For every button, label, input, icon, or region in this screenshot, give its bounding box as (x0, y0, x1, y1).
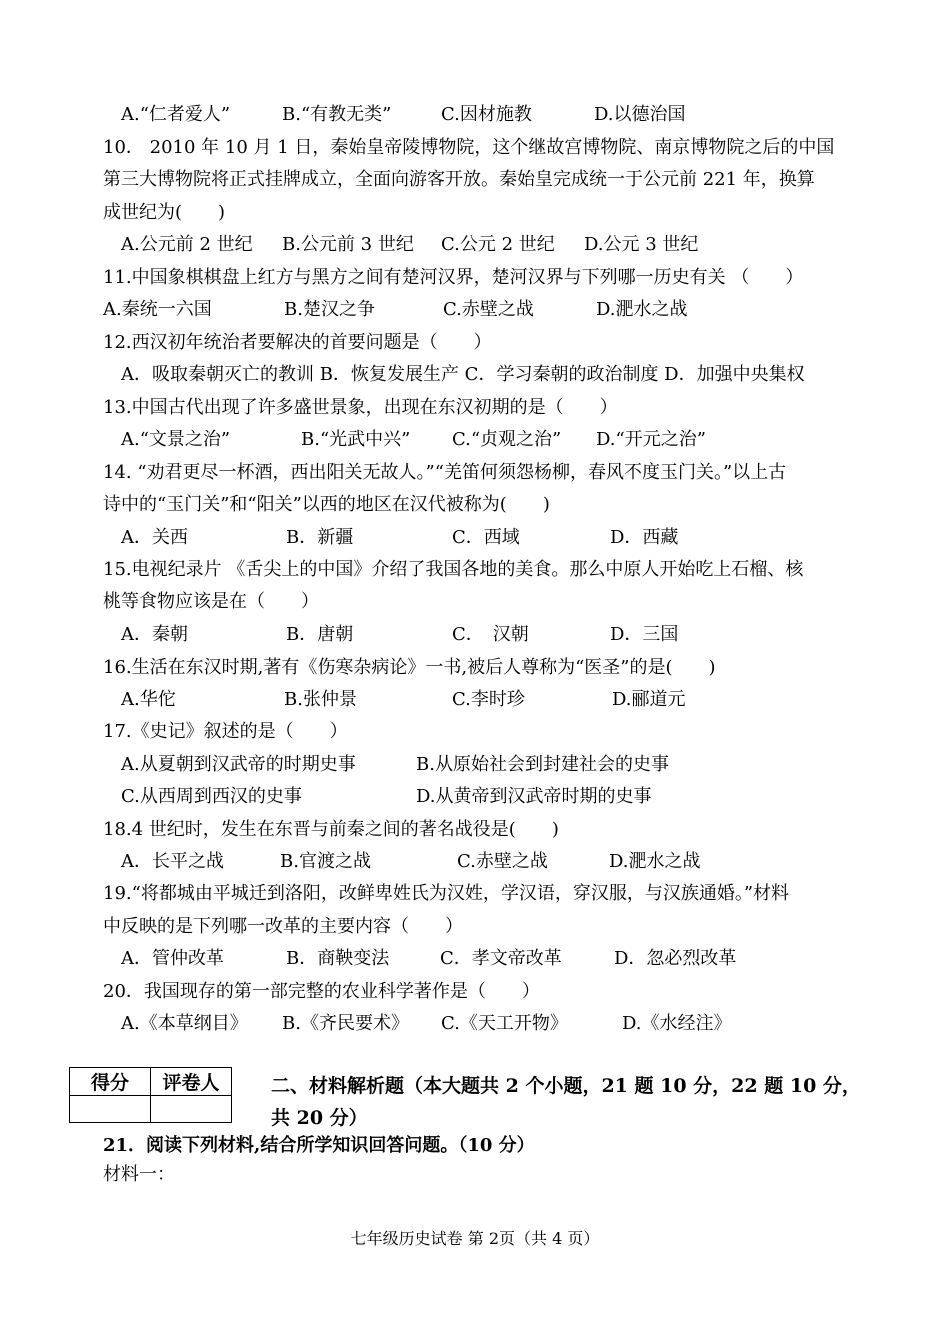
q15-option-d: D．三国 (610, 624, 679, 645)
q17-option-b: B.从原始社会到封建社会的史事 (416, 754, 669, 775)
score-cell[interactable] (70, 1096, 151, 1123)
q15-option-c: C． 汉朝 (452, 624, 529, 645)
page-footer: 七年级历史试卷 第 2页（共 4 页） (350, 1229, 600, 1248)
q10-option-b: B.公元前 3 世纪 (282, 234, 414, 255)
q21-material1-label: 材料一： (103, 1164, 175, 1185)
q10-stem-line3: 成世纪为( ) (103, 202, 226, 223)
q13-option-a: A.“文景之治” (121, 429, 231, 450)
q9-option-c: C.因材施教 (441, 104, 532, 125)
q17-stem: 17.《史记》叙述的是（ ） (103, 721, 348, 742)
q14-stem-line2: 诗中的“玉门关”和“阳关”以西的地区在汉代被称为( ) (103, 494, 550, 515)
q11-option-c: C.赤壁之战 (443, 299, 534, 320)
q12-stem: 12.西汉初年统治者要解决的首要问题是（ ） (103, 332, 492, 353)
q19-option-b: B．商鞅变法 (286, 948, 390, 969)
q15-option-b: B．唐朝 (286, 624, 354, 645)
q9-option-b: B.“有教无类” (282, 104, 392, 125)
q17-option-c: C.从西周到西汉的史事 (121, 786, 302, 807)
q13-option-d: D.“开元之治” (596, 429, 706, 450)
q18-option-c: C.赤壁之战 (457, 851, 548, 872)
q15-stem-line2: 桃等食物应该是在（ ） (103, 591, 319, 612)
q15-stem-line1: 15.电视纪录片 《舌尖上的中国》介绍了我国各地的美食。那么中原人开始吃上石榴、核 (103, 559, 804, 580)
score-table (69, 1067, 232, 1123)
grader-header: 评卷人 (151, 1068, 232, 1096)
q21-stem: 21．阅读下列材料,结合所学知识回答问题。（10 分） (103, 1135, 535, 1156)
q20-option-a: A.《本草纲目》 (121, 1013, 248, 1034)
q18-stem: 18.4 世纪时，发生在东晋与前秦之间的著名战役是( ) (103, 819, 559, 840)
q18-option-a: A．长平之战 (121, 851, 224, 872)
q12-options: A．吸取秦朝灭亡的教训 B．恢复发展生产 C．学习秦朝的政治制度 D．加强中央集权 (121, 364, 805, 385)
q10-stem-line2: 第三大博物院将正式挂牌成立，全面向游客开放。秦始皇完成统一于公元前 221 年，换算 (103, 169, 815, 190)
q11-option-a: A.秦统一六国 (103, 299, 212, 320)
q16-option-b: B.张仲景 (284, 689, 357, 710)
q16-option-d: D.郦道元 (612, 689, 686, 710)
q10-option-c: C.公元 2 世纪 (441, 234, 555, 255)
q16-option-a: A.华佗 (121, 689, 176, 710)
q16-stem: 16.生活在东汉时期,著有《伤寒杂病论》一书,被后人尊称为“医圣”的是( ) (103, 657, 716, 678)
q17-option-d: D.从黄帝到汉武帝时期的史事 (416, 786, 652, 807)
q20-stem: 20．我国现存的第一部完整的农业科学著作是（ ） (103, 981, 540, 1002)
q14-stem-line1: 14. “劝君更尽一杯酒，西出阳关无故人。”“羌笛何须怨杨柳，春风不度玉门关。”以上古 (103, 462, 787, 483)
score-header: 得分 (70, 1068, 151, 1096)
q19-option-d: D．忽必烈改革 (614, 948, 737, 969)
q14-option-b: B．新疆 (286, 527, 354, 548)
q11-stem: 11.中国象棋棋盘上红方与黑方之间有楚河汉界，楚河汉界与下列哪一历史有关 （ ） (103, 267, 804, 288)
q14-option-a: A．关西 (121, 527, 188, 548)
q10-option-d: D.公元 3 世纪 (584, 234, 699, 255)
q19-stem-line1: 19.“将都城由平城迁到洛阳，改鲜卑姓氏为汉姓，学汉语，穿汉服，与汉族通婚。”材料 (103, 883, 790, 904)
q17-option-a: A.从夏朝到汉武帝的时期史事 (121, 754, 356, 775)
section2-title-line2: 共 20 分） (271, 1107, 368, 1129)
q10-stem-line1: 10． 2010 年 10 月 1 日，秦始皇帝陵博物院，这个继故宫博物院、南京博物院之后的中国 (103, 137, 835, 158)
q13-option-b: B.“光武中兴” (301, 429, 411, 450)
q16-option-c: C.李时珍 (452, 689, 525, 710)
q13-stem: 13.中国古代出现了许多盛世景象，出现在东汉初期的是（ ） (103, 397, 618, 418)
q9-option-d: D.以德治国 (594, 104, 686, 125)
q15-option-a: A．秦朝 (121, 624, 188, 645)
q20-option-d: D.《水经注》 (622, 1013, 732, 1034)
q11-option-d: D.淝水之战 (596, 299, 688, 320)
q19-option-a: A．管仲改革 (121, 948, 224, 969)
q10-option-a: A.公元前 2 世纪 (121, 234, 253, 255)
q18-option-d: D.淝水之战 (609, 851, 701, 872)
q20-option-c: C.《天工开物》 (441, 1013, 568, 1034)
q19-stem-line2: 中反映的是下列哪一改革的主要内容（ ） (103, 916, 463, 937)
section2-title-line1: 二、材料解析题（本大题共 2 个小题，21 题 10 分，22 题 10 分， (271, 1075, 861, 1097)
grader-cell[interactable] (151, 1096, 232, 1123)
q11-option-b: B.楚汉之争 (284, 299, 375, 320)
q19-option-c: C．孝文帝改革 (440, 948, 562, 969)
q14-option-d: D．西藏 (610, 527, 679, 548)
q14-option-c: C．西域 (452, 527, 520, 548)
q13-option-c: C.“贞观之治” (452, 429, 562, 450)
q18-option-b: B.官渡之战 (280, 851, 371, 872)
q9-option-a: A.“仁者爱人” (121, 104, 231, 125)
q20-option-b: B.《齐民要术》 (282, 1013, 409, 1034)
